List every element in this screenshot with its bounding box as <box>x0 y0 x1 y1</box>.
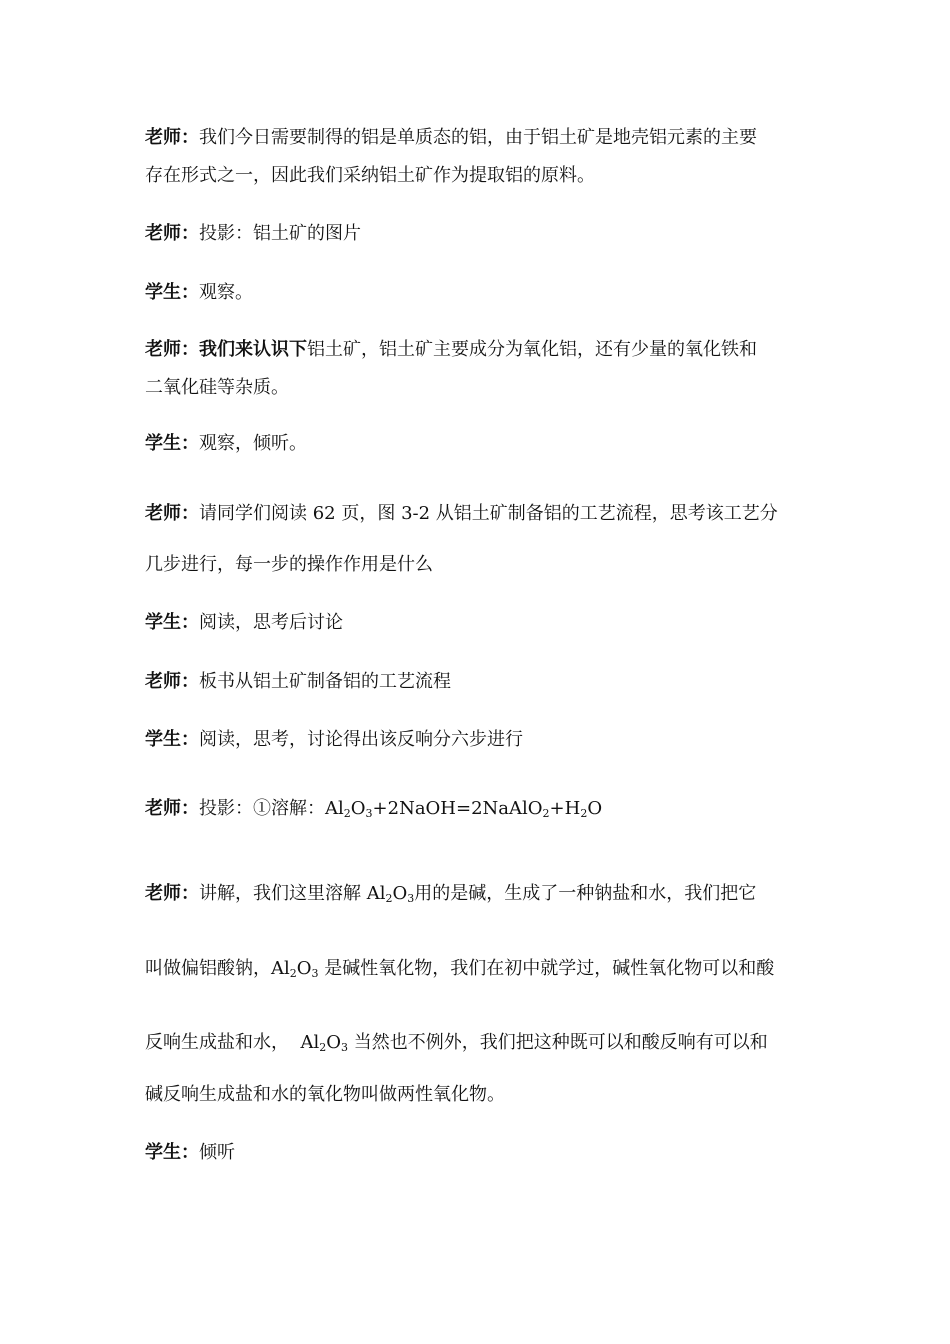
formula-subscript: 3 <box>365 807 373 820</box>
line-text: 投影：铝土矿的图片 <box>199 223 361 244</box>
paragraph-teacher-2 <box>145 224 361 244</box>
line-text: 请同学们阅读 62 页，图 3-2 从铝土矿制备铝的工艺流程，思考该工艺分 <box>199 503 778 524</box>
line-text: 阅读，思考，讨论得出该反响分六步进行 <box>199 729 523 750</box>
paragraph-teacher-7 <box>145 884 756 904</box>
line-text: 反响生成盐和水， <box>145 1032 301 1053</box>
formula-part: O <box>326 1032 341 1053</box>
formula-subscript: 2 <box>289 967 297 980</box>
formula-part: Al <box>300 1032 320 1053</box>
speaker-label: 老师： <box>145 339 199 360</box>
formula-subscript: 2 <box>580 807 588 820</box>
paragraph-student-3 <box>145 613 343 633</box>
formula-part: Al <box>366 883 386 904</box>
paragraph-teacher-7-line4 <box>145 1085 505 1105</box>
formula-part: O <box>350 798 366 819</box>
formula-subscript: 2 <box>343 807 351 820</box>
line-text: 阅读，思考后讨论 <box>199 612 343 633</box>
speaker-label: 老师： <box>145 883 199 904</box>
formula-part: O <box>587 798 603 819</box>
line-text: 碱反响生成盐和水的氧化物叫做两性氧化物。 <box>145 1084 505 1105</box>
paragraph-student-1 <box>145 283 253 303</box>
paragraph-teacher-1-cont <box>145 166 595 186</box>
paragraph-teacher-7-line2 <box>145 959 774 979</box>
line-text: 板书从铝土矿制备铝的工艺流程 <box>199 671 451 692</box>
paragraph-student-5 <box>145 1143 235 1163</box>
paragraph-student-4 <box>145 730 523 750</box>
line-text: 讲解，我们这里溶解 <box>199 883 367 904</box>
formula-subscript: 2 <box>542 807 550 820</box>
speaker-label: 老师： <box>145 503 199 524</box>
line-text: 观察，倾听。 <box>199 433 307 454</box>
paragraph-teacher-5 <box>145 672 451 692</box>
line-text: 用的是碱，生成了一种钠盐和水，我们把它 <box>414 883 757 904</box>
speaker-label: 学生： <box>145 729 199 750</box>
line-text: 存在形式之一，因此我们采纳铝土矿作为提取铝的原料。 <box>145 165 595 186</box>
paragraph-teacher-6 <box>145 799 602 819</box>
speaker-label: 学生： <box>145 1142 199 1163</box>
paragraph-teacher-4 <box>145 504 778 524</box>
paragraph-student-2 <box>145 434 307 454</box>
formula-subscript: 3 <box>407 892 415 905</box>
formula-part: O <box>296 958 312 979</box>
line-text: 我们今日需要制得的铝是单质态的铝，由于铝土矿是地壳铝元素的主要 <box>199 127 757 148</box>
formula-part: Al <box>271 958 290 979</box>
line-text: 观察。 <box>199 282 253 303</box>
paragraph-teacher-3-cont <box>145 378 289 398</box>
line-text: 铝土矿，铝土矿主要成分为氧化铝，还有少量的氧化铁和 <box>307 339 757 360</box>
line-text: 是碱性氧化物，我们在初中就学过，碱性氧化物可以和酸 <box>318 958 775 979</box>
line-text: 叫做偏铝酸钠， <box>145 958 271 979</box>
chemical-equation <box>325 798 602 819</box>
formula-subscript: 3 <box>340 1041 348 1054</box>
bold-lead: 我们来认识下 <box>199 339 307 360</box>
formula-subscript: 2 <box>319 1041 327 1054</box>
speaker-label: 老师： <box>145 671 199 692</box>
line-text: 倾听 <box>199 1142 235 1163</box>
formula-subscript: 3 <box>311 967 319 980</box>
speaker-label: 老师： <box>145 223 199 244</box>
speaker-label: 老师： <box>145 127 199 148</box>
paragraph-teacher-4-cont <box>145 555 433 575</box>
formula-part: +H <box>549 798 581 819</box>
line-text: 几步进行，每一步的操作作用是什么 <box>145 554 433 575</box>
speaker-label: 老师： <box>145 798 199 819</box>
paragraph-teacher-1 <box>145 128 757 148</box>
paragraph-teacher-7-line3 <box>145 1033 768 1053</box>
line-text: 投影：①溶解： <box>199 798 325 819</box>
formula-part: O <box>392 883 408 904</box>
speaker-label: 学生： <box>145 433 199 454</box>
formula-subscript: 2 <box>385 892 393 905</box>
paragraph-teacher-3 <box>145 340 757 360</box>
formula-part: +2NaOH=2NaAlO <box>372 798 543 819</box>
speaker-label: 学生： <box>145 612 199 633</box>
speaker-label: 学生： <box>145 282 199 303</box>
formula-part: Al <box>325 798 344 819</box>
line-text: 当然也不例外，我们把这种既可以和酸反响有可以和 <box>347 1032 768 1053</box>
line-text: 二氧化硅等杂质。 <box>145 377 289 398</box>
